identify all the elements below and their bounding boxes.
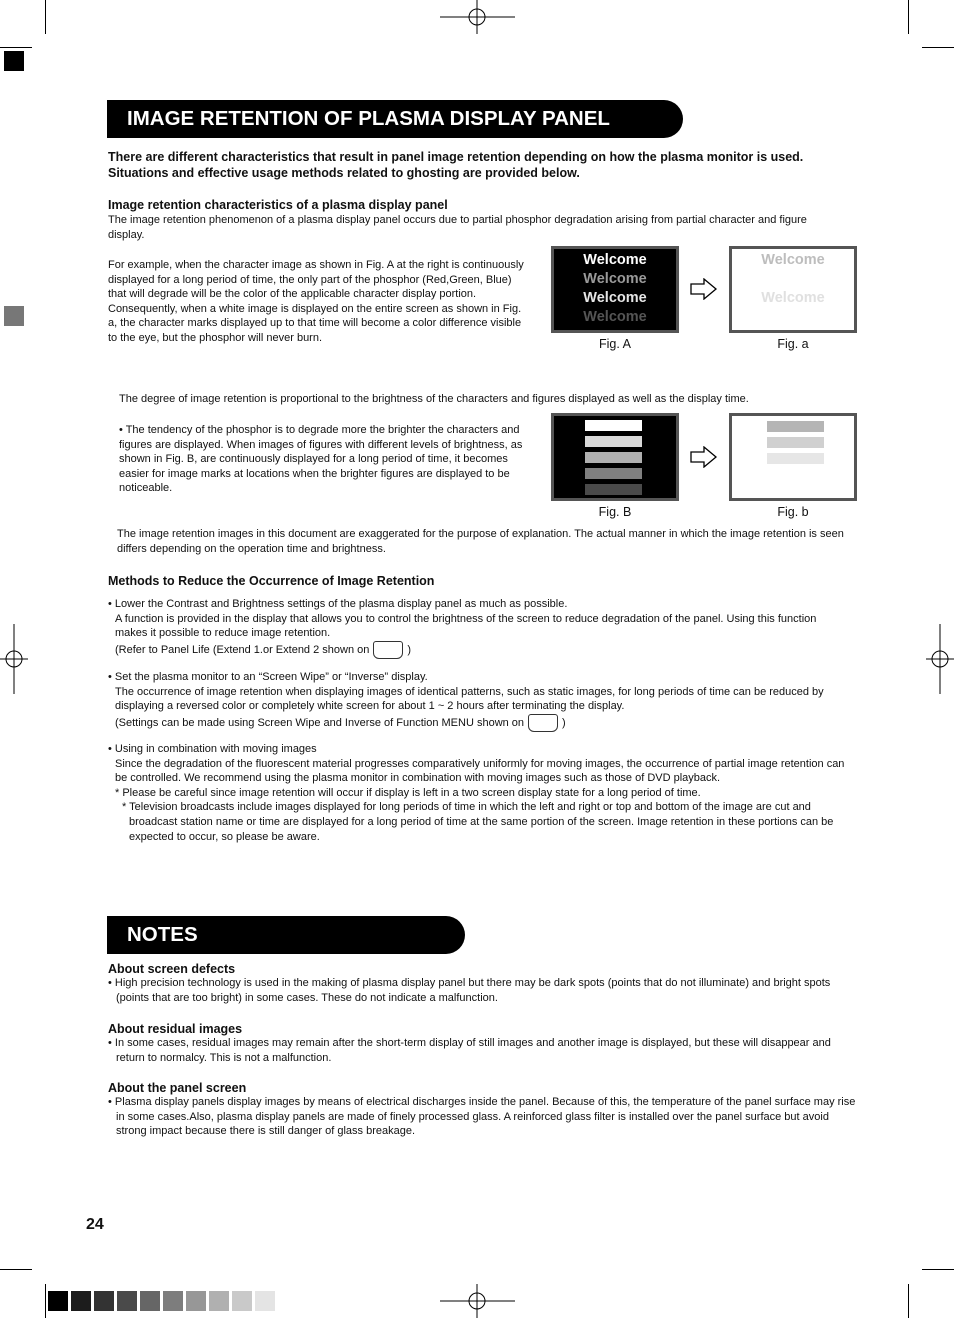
- book-icon: [528, 714, 558, 732]
- brightness-bar: [585, 468, 642, 479]
- color-swatch: [163, 1291, 183, 1311]
- crop-mark: [0, 47, 32, 48]
- method-3: [108, 742, 848, 844]
- section-header-text: IMAGE RETENTION OF PLASMA DISPLAY PANEL: [127, 107, 610, 130]
- registration-mark-left: [0, 624, 28, 694]
- brightness-bar: [585, 420, 642, 431]
- method-3-desc: Since the degradation of the fluorescent material progresses comparatively uniformly for moving images, the occurrence of partial image retention can be controlled. We recommend using the plasma monitor in combination with moving images such as those of DVD playback.: [115, 757, 845, 785]
- paren-close: ): [407, 643, 412, 656]
- note-text: • High precision technology is used in the making of plasma display panel but there may be dark spots (points that do not illuminate) and bright spots (points that are too bright) in some cases. These do not indicate a malfunction.: [108, 977, 831, 1004]
- method-3-bullet: • Using in combination with moving images: [108, 743, 317, 755]
- caption-fig-a: Fig. A: [599, 337, 631, 351]
- brightness-bar: [585, 436, 642, 447]
- crop-mark: [908, 1284, 909, 1318]
- page-number: 24: [86, 1216, 104, 1233]
- note-3: [108, 1081, 858, 1139]
- crop-mark: [45, 1284, 46, 1318]
- note-title: About screen defects: [108, 962, 236, 976]
- color-swatch: [94, 1291, 114, 1311]
- figure-a-screen: [551, 246, 679, 333]
- book-icon: [373, 641, 403, 659]
- intro-text: There are different characteristics that result in panel image retention depending on how the plasma monitor is used. Situations and effective usage methods related to ghosting are provided below.: [108, 150, 804, 180]
- paren-close: ): [562, 716, 566, 729]
- method-2-desc: The occurrence of image retention when displaying images of identical patterns, such as static images, for long periods of time can be reduced by displaying a reversed color or completely white screen for about 1 ~ 2 hours after terminating the display.: [115, 685, 824, 713]
- arrow-right-icon: [690, 278, 718, 300]
- brightness-bar: [585, 484, 642, 495]
- note-title: About the panel screen: [108, 1081, 247, 1095]
- figure-a-lower-screen: [729, 246, 857, 333]
- section-header-image-retention: [107, 100, 683, 138]
- figure-b-screen: [551, 413, 679, 501]
- welcome-text-bright: Welcome: [583, 252, 647, 268]
- section-header-notes: [107, 916, 465, 954]
- caption-fig-b: Fig. B: [598, 505, 632, 519]
- sec1-paragraph-1: The image retention phenomenon of a plasma display panel occurs due to partial phosphor degradation arising from partial character and figure display.: [108, 214, 807, 241]
- registration-mark-right: [926, 624, 954, 694]
- method-1-desc: A function is provided in the display that allows you to control the brightness of the screen to reduce degradation of the panel. Using this function makes it possible to reduce image retention.: [115, 612, 817, 640]
- color-swatch: [186, 1291, 206, 1311]
- method-2-bullet: • Set the plasma monitor to an “Screen Wipe” or “Inverse” display.: [108, 671, 428, 683]
- tab-marker-gray: [4, 306, 24, 326]
- welcome-ghost-text: Welcome: [761, 252, 825, 268]
- color-swatch: [71, 1291, 91, 1311]
- color-swatch: [117, 1291, 137, 1311]
- crop-mark: [908, 0, 909, 34]
- registration-mark-bottom: [440, 1284, 515, 1318]
- ghost-bar: [767, 437, 824, 448]
- sec1-title: Image retention characteristics of a plasma display panel: [108, 198, 448, 212]
- method-3-note-2: * Television broadcasts include images displayed for long periods of time in which the left and right or top and bottom of the image are cut and broadcast station name or time are displayed for a long period of time at the same portion of the screen. Image retention in these portions can be expected to occur, so please be aware.: [122, 801, 834, 843]
- ghost-bar: [767, 421, 824, 432]
- color-swatch: [255, 1291, 275, 1311]
- method-2: [108, 670, 848, 732]
- registration-mark-top: [440, 0, 515, 34]
- method-1-bullet: • Lower the Contrast and Brightness settings of the plasma display panel as much as possible.: [108, 598, 568, 610]
- crop-mark: [0, 1269, 32, 1270]
- sec1-paragraph-3: The degree of image retention is proportional to the brightness of the characters and figures displayed as well as the display time.: [119, 393, 749, 405]
- crop-mark: [922, 47, 954, 48]
- tab-marker-black: [4, 51, 24, 71]
- crop-mark: [922, 1269, 954, 1270]
- method-1-ref-text: (Refer to Panel Life (Extend 1.or Extend 2 shown on: [115, 643, 370, 656]
- method-3-note-1: * Please be careful since image retention will occur if display is left in a two screen display state for a long period of time.: [115, 786, 701, 799]
- sec1-paragraph-5: The image retention images in this document are exaggerated for the purpose of explanation. The actual manner in which the image retention is seen differs depending on the operation time and brightness.: [117, 528, 844, 555]
- method-1-ref: [108, 641, 848, 659]
- figure-b-lower-screen: [729, 413, 857, 501]
- color-swatch: [232, 1291, 252, 1311]
- note-text: • Plasma display panels display images by means of electrical discharges inside the panel. Because of this, the temperature of the panel surface may rise in some cases.Also, plasma display panels are made of finely processed glass. A reinforced glass filter is installed over the panel surface but avoid strong impact because there is still danger of glass breakage.: [108, 1096, 856, 1138]
- color-swatch: [48, 1291, 68, 1311]
- caption-fig-b-lower: Fig. b: [777, 505, 809, 519]
- method-2-ref: [108, 714, 848, 732]
- sec1-paragraph-4: • The tendency of the phosphor is to degrade more the brighter the characters and figures are displayed. When images of figures with different levels of brightness, as shown in Fig. B, are continuously displayed for a long period of time, it becomes easier for image marks at locations when the brighter figures are displayed to be noticeable.: [119, 424, 523, 495]
- welcome-text-bright: Welcome: [583, 290, 647, 306]
- method-2-ref-text: (Settings can be made using Screen Wipe and Inverse of Function MENU shown on: [115, 716, 525, 729]
- sec2-title: Methods to Reduce the Occurrence of Image Retention: [108, 574, 435, 588]
- ghost-bar: [767, 453, 824, 464]
- welcome-text-dim: Welcome: [583, 271, 647, 287]
- arrow-right-icon: [690, 446, 718, 468]
- welcome-ghost-text: Welcome: [761, 290, 825, 306]
- method-1: [108, 597, 848, 659]
- note-2: [108, 1022, 858, 1065]
- note-title: About residual images: [108, 1022, 243, 1036]
- caption-fig-a-lower: Fig. a: [777, 337, 809, 351]
- note-1: [108, 962, 858, 1005]
- section-header-text: NOTES: [127, 923, 198, 946]
- color-swatch: [209, 1291, 229, 1311]
- sec1-paragraph-2: For example, when the character image as shown in Fig. A at the right is continuously displayed for a long period of time, the only part of the phosphor (Red,Green, Blue) that will degrade will be the color of the applicable character display portion. Consequently, when a white image is displayed on the entire screen as shown in Fig. a, the character marks displayed up to that time will become a color difference visible to the eye, but the phosphor will never burn.: [108, 259, 524, 344]
- note-text: • In some cases, residual images may remain after the short-term display of still images and another image is displayed, but these will disappear and return to normalcy. This is not a malfunction.: [108, 1037, 831, 1064]
- welcome-text-dim: Welcome: [583, 309, 647, 325]
- color-swatch: [140, 1291, 160, 1311]
- crop-mark: [45, 0, 46, 34]
- brightness-bar: [585, 452, 642, 463]
